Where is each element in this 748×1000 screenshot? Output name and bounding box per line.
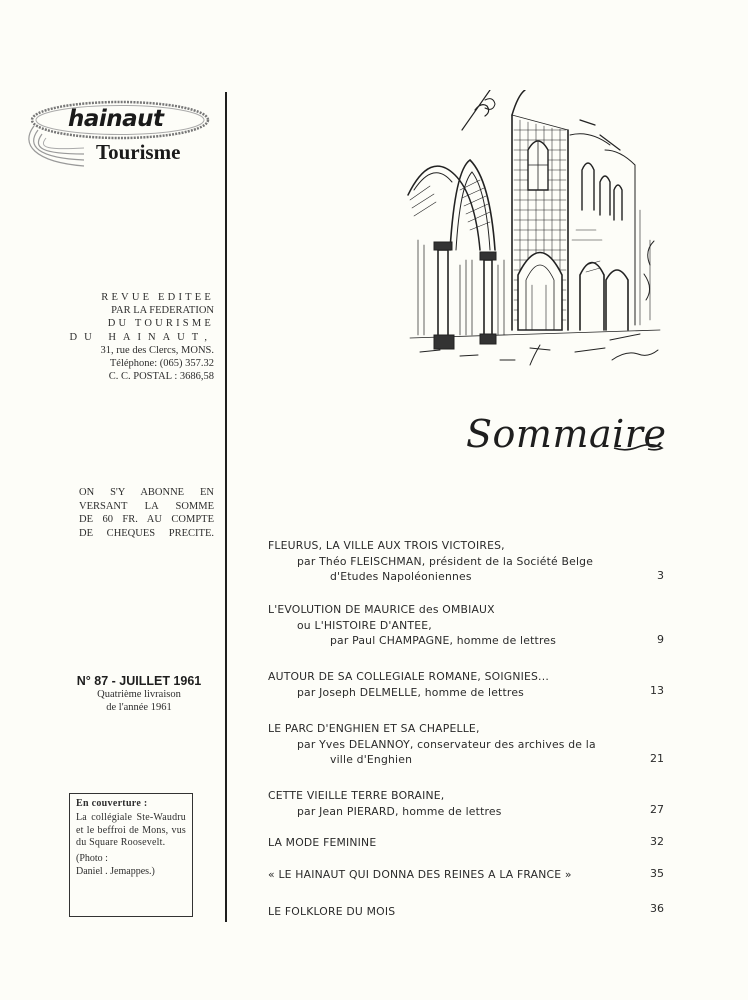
- toc-article-title: « LE HAINAUT QUI DONNA DES REINES A LA FRANCE »: [268, 868, 572, 881]
- logo-tourisme-text: Tourisme: [96, 140, 181, 164]
- toc-page-number: 9: [657, 633, 664, 646]
- issue-delivery: Quatrième livraison: [97, 689, 181, 700]
- toc-entry[interactable]: [268, 669, 666, 700]
- toc-article-title: LE FOLKLORE DU MOIS: [268, 905, 396, 918]
- toc-article-title: LE PARC D'ENGHIEN ET SA CHAPELLE,: [268, 722, 480, 735]
- publisher-line: DU HAINAUT,: [69, 331, 214, 343]
- publisher-line: REVUE EDITEE: [101, 292, 214, 303]
- toc-article-title: FLEURUS, LA VILLE AUX TROIS VICTOIRES,: [268, 539, 505, 552]
- toc-entry[interactable]: [268, 538, 666, 585]
- subscription-line: DE 60 FR. AU COMPTE: [79, 514, 214, 525]
- issue-year: de l'année 1961: [106, 702, 172, 713]
- publisher-line: PAR LA FEDERATION: [111, 305, 214, 317]
- toc-entry[interactable]: [268, 867, 666, 883]
- toc-author: par Jean PIERARD, homme de lettres: [297, 804, 502, 818]
- cover-caption-box: [69, 793, 193, 917]
- hainaut-tourisme-logo: [24, 96, 224, 186]
- photo-credit-label: (Photo :: [76, 853, 108, 865]
- subscription-line: VERSANT LA SOMME: [79, 500, 214, 512]
- toc-author: par Théo FLEISCHMAN, président de la Société Belge: [297, 554, 594, 568]
- toc-article-title: AUTOUR DE SA COLLEGIALE ROMANE, SOIGNIES...: [268, 670, 549, 683]
- toc-article-title: L'EVOLUTION DE MAURICE des OMBIAUX: [268, 603, 495, 616]
- heading-swash-icon: [612, 440, 664, 454]
- toc-author-detail: d'Etudes Napoléoniennes: [330, 570, 472, 583]
- column-divider: [225, 92, 227, 922]
- toc-entry[interactable]: [268, 835, 666, 851]
- publisher-info: [70, 291, 214, 383]
- photo-credit-name: Daniel . Jemappes.): [76, 865, 155, 877]
- toc-page-number: 35: [650, 867, 664, 880]
- issue-number: N° 87 - JUILLET 1961: [76, 674, 202, 688]
- toc-author: par Joseph DELMELLE, homme de lettres: [297, 685, 524, 699]
- toc-page-number: 32: [650, 835, 664, 848]
- issue-info: [64, 674, 214, 714]
- toc-article-title: CETTE VIEILLE TERRE BORAINE,: [268, 789, 445, 802]
- subscription-info: [79, 486, 214, 540]
- church-ruins-illustration-icon: [400, 90, 670, 375]
- toc-page-number: 27: [650, 803, 664, 816]
- toc-page-number: 13: [650, 684, 664, 697]
- subscription-line: DE CHEQUES PRECITE.: [79, 527, 214, 539]
- toc-author-detail: ville d'Enghien: [330, 753, 413, 766]
- toc-page-number: 36: [650, 902, 664, 915]
- subscription-line: ON S'Y ABONNE EN: [79, 487, 214, 498]
- toc-entry[interactable]: [268, 788, 666, 819]
- publisher-line: DU TOURISME: [107, 318, 214, 330]
- toc-page-number: 3: [657, 569, 664, 582]
- toc-entry[interactable]: [268, 721, 666, 768]
- toc-author: par Yves DELANNOY, conservateur des archives de la: [297, 737, 596, 751]
- cover-heading: En couverture :: [76, 798, 148, 809]
- publisher-postal-account: C. C. POSTAL : 3686,58: [108, 371, 214, 383]
- cover-description: La collégiale Ste-Waudru et le beffroi de Mons, vus du Square Roosevelt.: [76, 811, 186, 849]
- toc-article-title: LA MODE FEMININE: [268, 836, 377, 849]
- sommaire-heading: Sommaire: [466, 412, 667, 456]
- toc-entry[interactable]: [268, 904, 666, 920]
- toc-article-subtitle: ou L'HISTOIRE D'ANTEE,: [297, 618, 432, 632]
- publisher-phone: Téléphone: (065) 357.32: [109, 358, 214, 370]
- toc-entry[interactable]: [268, 602, 666, 649]
- toc-author: par Paul CHAMPAGNE, homme de lettres: [330, 634, 557, 647]
- toc-page-number: 21: [650, 752, 664, 765]
- logo-hainaut-text: hainaut: [68, 106, 164, 132]
- publisher-address: 31, rue des Clercs, MONS.: [100, 344, 214, 356]
